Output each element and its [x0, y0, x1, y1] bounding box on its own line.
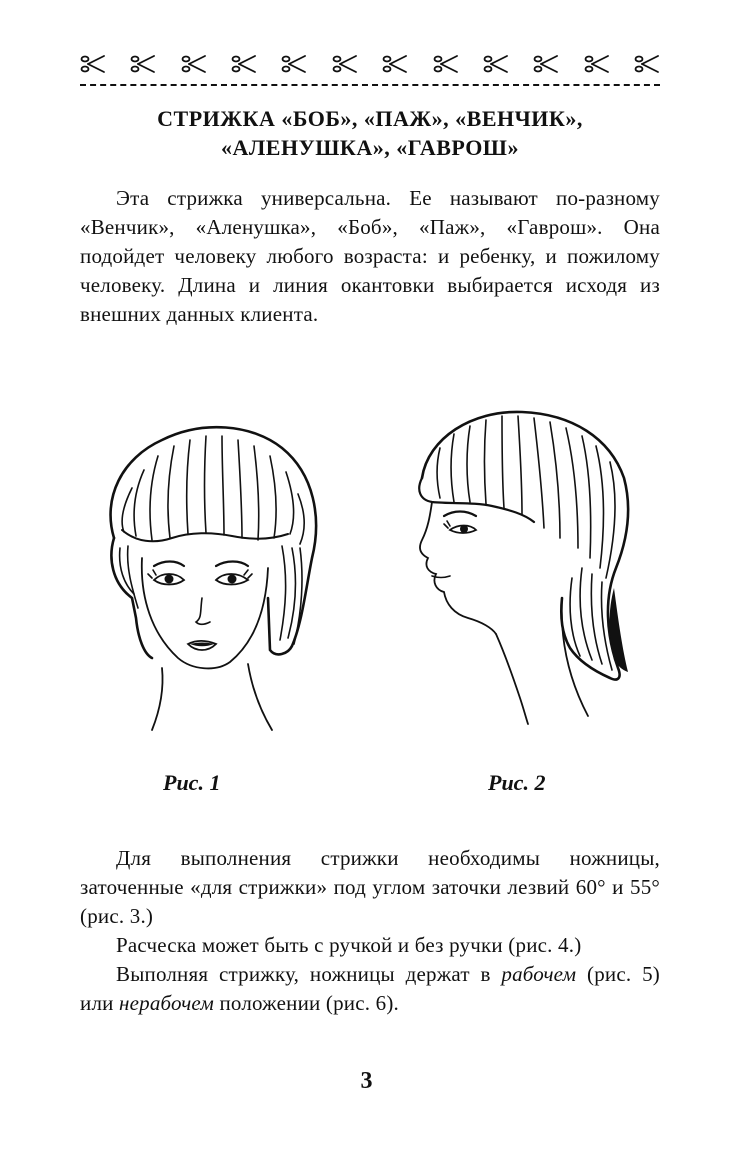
scissors-icon [231, 53, 257, 75]
scissors-icon [80, 53, 106, 75]
scissors-icon [634, 53, 660, 75]
text-fragment: (рис. 5) или [80, 962, 660, 1015]
figure-2 [392, 398, 652, 728]
figure-2-caption: Рис. 2 [488, 770, 546, 795]
body-text [80, 844, 660, 1018]
paragraph-scissors: Для выполнения стрижки необходимы ножницы, заточенные «для стрижки» под углом заточки лезвий 60° и 55° (рис. 3.) [80, 846, 660, 928]
scissors-icon [382, 53, 408, 75]
paragraph-comb: Расческа может быть с ручкой и без ручки (рис. 4.) [116, 933, 582, 957]
scissors-icon [281, 53, 307, 75]
bob-haircut-front-face-illustration [92, 418, 332, 738]
dashed-cut-line [80, 84, 660, 86]
paragraph-holding [80, 960, 660, 1018]
text-fragment: Выполняя стрижку, ножницы держат в [116, 962, 502, 986]
bob-haircut-profile-face-illustration [392, 398, 652, 728]
title-line-1: СТРИЖКА «БОБ», «ПАЖ», «ВЕНЧИК», [157, 106, 583, 131]
scissors-icon [483, 53, 509, 75]
intro-text: Эта стрижка универсальна. Ее называют по-разному «Венчик», «Аленушка», «Боб», «Паж», «Гаврош». Она подойдет человеку любого возраста: и ребенку, и пожилому человеку. Длина и линия окантовки выбирается исходя из внешних данных клиента. [80, 186, 660, 326]
scissors-icon [533, 53, 559, 75]
scissors-icon [130, 53, 156, 75]
page-title [60, 104, 680, 162]
scissors-icon [332, 53, 358, 75]
title-line-2: «АЛЕНУШКА», «ГАВРОШ» [221, 135, 519, 160]
scissors-icon [584, 53, 610, 75]
emphasis-nonworking: нерабочем [119, 991, 215, 1015]
page-number: 3 [360, 1068, 373, 1094]
scissors-icon [181, 53, 207, 75]
scissors-border [80, 44, 660, 84]
scissors-icon [433, 53, 459, 75]
figure-1 [92, 418, 332, 738]
figure-1-caption: Рис. 1 [163, 770, 221, 795]
text-fragment: положении (рис. 6). [214, 991, 399, 1015]
intro-paragraph [80, 184, 660, 329]
emphasis-working: рабочем [501, 962, 577, 986]
